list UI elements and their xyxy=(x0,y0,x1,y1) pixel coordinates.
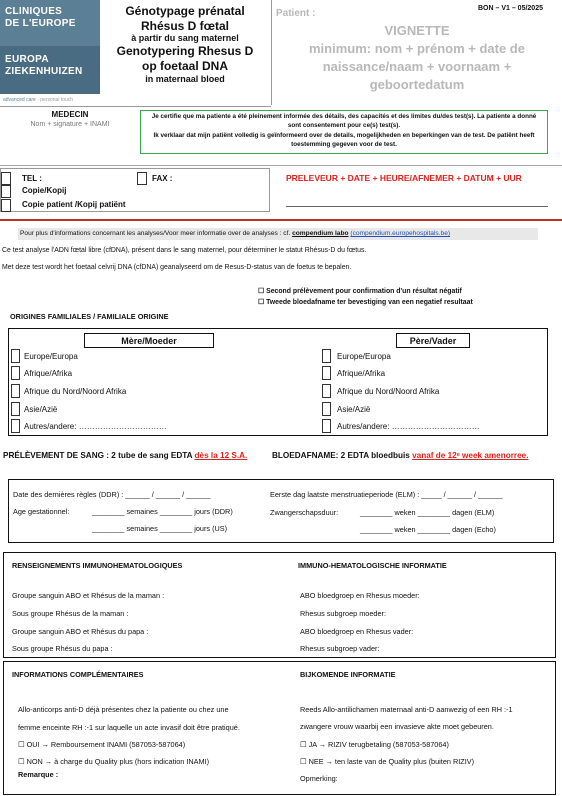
tel-label: TEL : xyxy=(22,174,42,183)
compl-fr-remarque[interactable]: Remarque : xyxy=(18,770,59,779)
mother-checkbox-afrique[interactable] xyxy=(11,366,20,380)
age-ddr-field[interactable]: ________ semaines ________ jours (DDR) xyxy=(92,507,233,516)
form-title xyxy=(100,4,270,85)
mother-checkbox-asie[interactable] xyxy=(11,402,20,416)
copie-label: Copie/Kopij xyxy=(22,186,67,195)
header-bottom-line xyxy=(0,106,271,107)
logo-tagline-b: · personal touch xyxy=(35,97,74,103)
logo-line-3: EUROPA xyxy=(5,54,49,65)
father-checkbox-asie[interactable] xyxy=(322,402,331,416)
medecin-subtitle: Nom + signature + INAMI xyxy=(30,121,110,128)
mother-label-asie: Asie/Azië xyxy=(24,405,58,414)
copie-patient-checkbox[interactable] xyxy=(1,199,11,212)
mother-title-box xyxy=(84,333,214,348)
medecin-title: MEDECIN xyxy=(51,110,89,119)
compl-title-fr: INFORMATIONS COMPLÉMENTAIRES xyxy=(12,670,144,679)
mother-title: Mère/Moeder xyxy=(121,336,177,346)
immuno-nl-abo-father[interactable]: ABO bloedgroep en Rhesus vader: xyxy=(300,627,414,636)
compl-fr-text-1: Allo-anticorps anti-D déjà présentes chez la patiente ou chez une xyxy=(18,705,229,714)
preleveur-label: PRELEVEUR + DATE + HEURE/AFNEMER + DATUM + UUR xyxy=(286,173,522,183)
compl-title-nl: BIJKOMENDE INFORMATIE xyxy=(300,670,396,679)
logo-line-4: ZIEKENHUIZEN xyxy=(5,66,83,77)
patient-label: Patient : xyxy=(276,8,316,19)
compl-nl-text-2: zwangere vrouw waarbij een invasieve akte moet gebeuren. xyxy=(300,722,494,731)
consent-box xyxy=(140,110,548,154)
more-info-text: Pour plus d'informations concernant les analyses/Voor meer informatie over de analyses : cf. xyxy=(20,230,293,237)
immuno-title-nl: IMMUNO-HEMATOLOGISCHE INFORMATIE xyxy=(298,561,447,570)
vignette-line-1: VIGNETTE xyxy=(384,23,450,38)
prelevement-nl-highlight: vanaf de 12ᵉ week amenorree. xyxy=(412,451,529,460)
father-checkbox-autres[interactable] xyxy=(322,419,331,433)
prelevement-nl-text: BLOEDAFNAME: 2 EDTA bloedbuis xyxy=(272,451,413,460)
elm-field[interactable]: Eerste dag laatste menstruatieperiode (ELM) : _____ / ______ / ______ xyxy=(270,490,503,499)
vignette-line-3: naissance/naam + voornaam + xyxy=(322,59,512,74)
fax-label: FAX : xyxy=(152,174,173,183)
title-fr-2: Rhésus D fœtal xyxy=(140,19,229,33)
father-label-asie: Asie/Azië xyxy=(337,405,371,414)
description-nl: Met deze test wordt het foetaal celvrij DNA (cfDNA) geanalyseerd om de Resus-D-status van de foetus te bepalen. xyxy=(2,264,352,271)
prelevement-fr-text: PRÉLÈVEMENT DE SANG : 2 tube de sang EDTA xyxy=(3,451,195,460)
compl-fr-non[interactable]: ☐ NON → à charge du Quality plus (hors indication INAMI) xyxy=(18,757,210,766)
compl-nl-text-1: Reeds Allo-antilichamen maternaal anti-D aanwezig of een RH :-1 xyxy=(300,705,513,714)
origines-title: ORIGINES FAMILIALES / FAMILIALE ORIGINE xyxy=(10,312,169,321)
title-nl-3: in maternaal bloed xyxy=(145,74,225,84)
red-separator xyxy=(0,219,562,221)
prelevement-nl xyxy=(272,451,529,460)
age-us-field[interactable]: ________ semaines ________ jours (US) xyxy=(92,524,228,533)
age-label: Age gestationnel: xyxy=(13,507,70,516)
father-checkbox-europe[interactable] xyxy=(322,349,331,363)
prelevement-fr xyxy=(3,451,247,460)
mother-label-afrique-nord: Afrique du Nord/Noord Afrika xyxy=(24,387,127,396)
immuno-fr-sub-mother[interactable]: Sous groupe Rhésus de la maman : xyxy=(12,609,129,618)
compl-fr-text-2: femme enceinte RH :-1 sur laquelle un acte invasif doit être pratiqué. xyxy=(18,723,240,732)
vignette-line-4: geboortedatum xyxy=(369,77,465,92)
immuno-title-fr: RENSEIGNEMENTS IMMUNOHEMATOLOGIQUES xyxy=(12,561,183,570)
tel-checkbox[interactable] xyxy=(1,172,11,185)
compl-nl-nee[interactable]: ☐ NEE → ten laste van de Quality plus (buiten RIZIV) xyxy=(300,757,475,766)
description-fr: Ce test analyse l'ADN fœtal libre (cfDNA), présent dans le sang maternel, pour déterminer le statut Rhésus-D du fœtus. xyxy=(2,247,367,254)
consent-fr: Je certifie que ma patiente a été pleinement informée des détails, des capacités et des limites du/des test(s). La patiente a donné sont consentement pour ce(s) test(s). xyxy=(151,113,537,129)
compl-fr-oui[interactable]: ☐ OUI → Remboursement INAMI (587053-587064) xyxy=(18,740,186,749)
immuno-fr-sub-father[interactable]: Sous groupe Rhésus du papa : xyxy=(12,644,113,653)
title-fr-1: Génotypage prénatal xyxy=(125,4,245,18)
fax-checkbox[interactable] xyxy=(137,172,147,185)
zw-echo-field[interactable]: ________ weken ________ dagen (Echo) xyxy=(360,525,496,534)
immuno-fr-abo-mother[interactable]: Groupe sanguin ABO et Rhésus de la maman : xyxy=(12,591,165,600)
title-nl-2: op foetaal DNA xyxy=(141,59,228,73)
father-label-afrique: Afrique/Afrika xyxy=(337,369,386,378)
mother-label-autres[interactable]: Autres/andere: …………………………… xyxy=(24,422,167,431)
more-info-box xyxy=(18,228,538,240)
title-fr-3: à partir du sang maternel xyxy=(131,33,239,43)
logo-tagline xyxy=(3,97,73,103)
zw-label: Zwangerschapsduur: xyxy=(270,508,339,517)
father-label-europe: Europe/Europa xyxy=(337,352,391,361)
second-sample-nl[interactable]: ☐ Tweede bloedafname ter bevestiging van een negatief resultaat xyxy=(258,299,473,306)
consent-nl: Ik verklaar dat mijn patiënt volledig is geïnformeerd over de details, mogelijkheden en beperkingen van de test. De patiënt heeft toestemming gegeven voor de test. xyxy=(153,132,535,148)
logo xyxy=(0,0,100,106)
immuno-nl-abo-mother[interactable]: ABO bloedgroep en Rhesus moeder: xyxy=(300,591,420,600)
second-sample-fr[interactable]: ☐ Second prélèvement pour confirmation d'un résultat négatif xyxy=(258,288,462,295)
medecin-section[interactable] xyxy=(0,110,140,130)
logo-line-1: CLINIQUES xyxy=(5,6,63,17)
mother-checkbox-europe[interactable] xyxy=(11,349,20,363)
copie-checkbox[interactable] xyxy=(1,185,11,198)
title-nl-1: Genotypering Rhesus D xyxy=(116,44,254,58)
mother-label-europe: Europe/Europa xyxy=(24,352,78,361)
mother-label-afrique: Afrique/Afrika xyxy=(24,369,73,378)
vignette-line-2: minimum: nom + prénom + date de xyxy=(309,41,525,56)
father-checkbox-afrique-nord[interactable] xyxy=(322,384,331,398)
logo-line-2: DE L'EUROPE xyxy=(5,18,76,29)
logo-tagline-a: advanced care xyxy=(3,97,36,103)
mother-checkbox-afrique-nord[interactable] xyxy=(11,384,20,398)
compl-nl-ja[interactable]: ☐ JA → RIZIV terugbetaling (587053-587064) xyxy=(300,740,449,749)
mother-checkbox-autres[interactable] xyxy=(11,419,20,433)
immuno-fr-abo-father[interactable]: Groupe sanguin ABO et Rhésus du papa : xyxy=(12,627,149,636)
zw-elm-field[interactable]: ________ weken ________ dagen (ELM) xyxy=(360,508,495,517)
copie-patient-label: Copie patient /Kopij patiënt xyxy=(22,200,126,209)
prelevement-fr-highlight: dès la 12 S.A. xyxy=(194,451,248,460)
father-label-autres[interactable]: Autres/andere: …………………………… xyxy=(337,422,480,431)
immuno-nl-sub-mother[interactable]: Rhesus subgroep moeder: xyxy=(300,609,386,618)
father-title-box xyxy=(396,333,470,348)
form-code: BON – V1 – 05/2025 xyxy=(478,5,543,12)
father-checkbox-afrique[interactable] xyxy=(322,366,331,380)
father-title: Père/Vader xyxy=(409,336,457,346)
patient-vignette[interactable] xyxy=(272,22,562,94)
medecin-bottom-line xyxy=(0,165,562,166)
compendium-link[interactable]: compendium labo xyxy=(292,230,349,237)
compendium-url[interactable]: (compendium.europehospitals.be) xyxy=(350,230,451,237)
ddr-field[interactable]: Date des dernières règles (DDR) : ______ / ______ / ______ xyxy=(13,490,211,499)
compl-nl-opmerking[interactable]: Opmerking: xyxy=(300,774,338,783)
father-label-afrique-nord: Afrique du Nord/Noord Afrika xyxy=(337,387,440,396)
immuno-nl-sub-father[interactable]: Rhesus subgroep vader: xyxy=(300,644,380,653)
preleveur-line xyxy=(286,206,548,207)
